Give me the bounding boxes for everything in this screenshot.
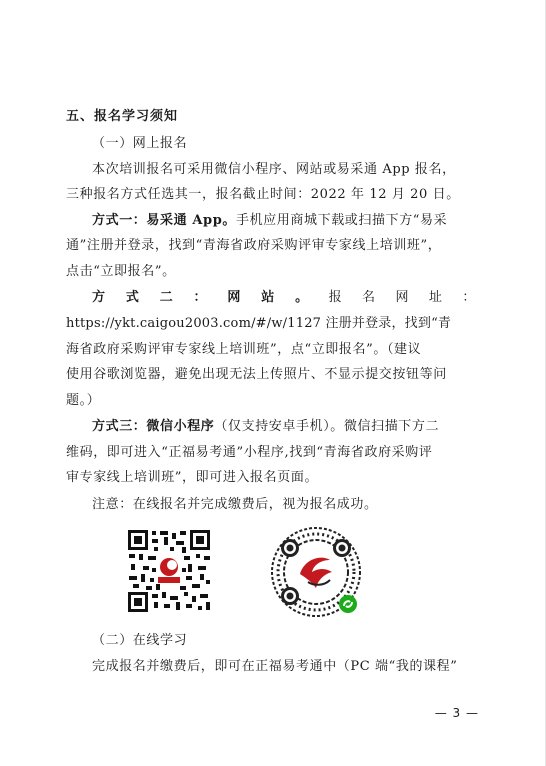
subsection-online-learning: （二）在线学习 — [92, 633, 188, 648]
paragraph-line: 三种报名方式任选其一，报名截止时间：2022 年 12 月 20 日。 — [66, 187, 460, 202]
method-one-label: 方式一：易采通 App。 — [92, 213, 236, 228]
wechat-mini-program-code-icon — [268, 524, 364, 620]
paragraph-line: 维码，即可进入“正福易考通”小程序,找到“青海省政府采购评 — [66, 445, 433, 460]
paragraph-line: 海省政府采购评审专家线上培训班”，点“立即报名”。（建议 — [66, 342, 422, 357]
method-three-label: 方式三：微信小程序 — [92, 419, 215, 434]
method-one-text: 手机应用商城下载或扫描下方“易采 — [236, 213, 448, 228]
paragraph-line: 完成报名并缴费后，即可在正福易考通中（PC 端“我的课程” — [92, 659, 458, 674]
section-heading: 五、报名学习须知 — [66, 109, 179, 124]
note-line: 注意：在线报名并完成缴费后，视为报名成功。 — [92, 497, 378, 512]
registration-url-line: https://ykt.caigou2003.com/#/w/1127 注册并登录，找到“青 — [66, 316, 452, 331]
wechat-icon — [339, 595, 357, 613]
subsection-online-registration: （一）网上报名 — [92, 136, 188, 151]
method-one-line — [92, 208, 476, 234]
paragraph-line: 点击“立即报名”。 — [66, 264, 176, 279]
method-two-line — [92, 285, 476, 311]
method-two-label: 方 式 二 ： 网 站 。 — [92, 290, 317, 305]
method-three-text: （仅支持安卓手机）。微信扫描下方二 — [214, 419, 440, 434]
paragraph-line: 本次培训报名可采用微信小程序、网站或易采通 App 报名， — [92, 162, 456, 177]
method-three-line — [92, 414, 476, 440]
paragraph-line: 题。） — [66, 393, 101, 408]
paragraph-line: 通”注册并登录，找到“青海省政府采购评审专家线上培训班”， — [66, 238, 442, 253]
mini-program-code — [268, 524, 364, 620]
method-two-text: 报 名 网 址 ： — [328, 290, 476, 305]
app-qr-code — [126, 528, 212, 614]
paragraph-line: 使用谷歌浏览器，避免出现无法上传照片、不显示提交按钮等问 — [66, 367, 447, 382]
qr-code-icon — [126, 528, 212, 614]
paragraph-line: 审专家线上培训班”，即可进入报名页面。 — [66, 470, 319, 485]
page-number: — 3 — — [434, 706, 479, 720]
